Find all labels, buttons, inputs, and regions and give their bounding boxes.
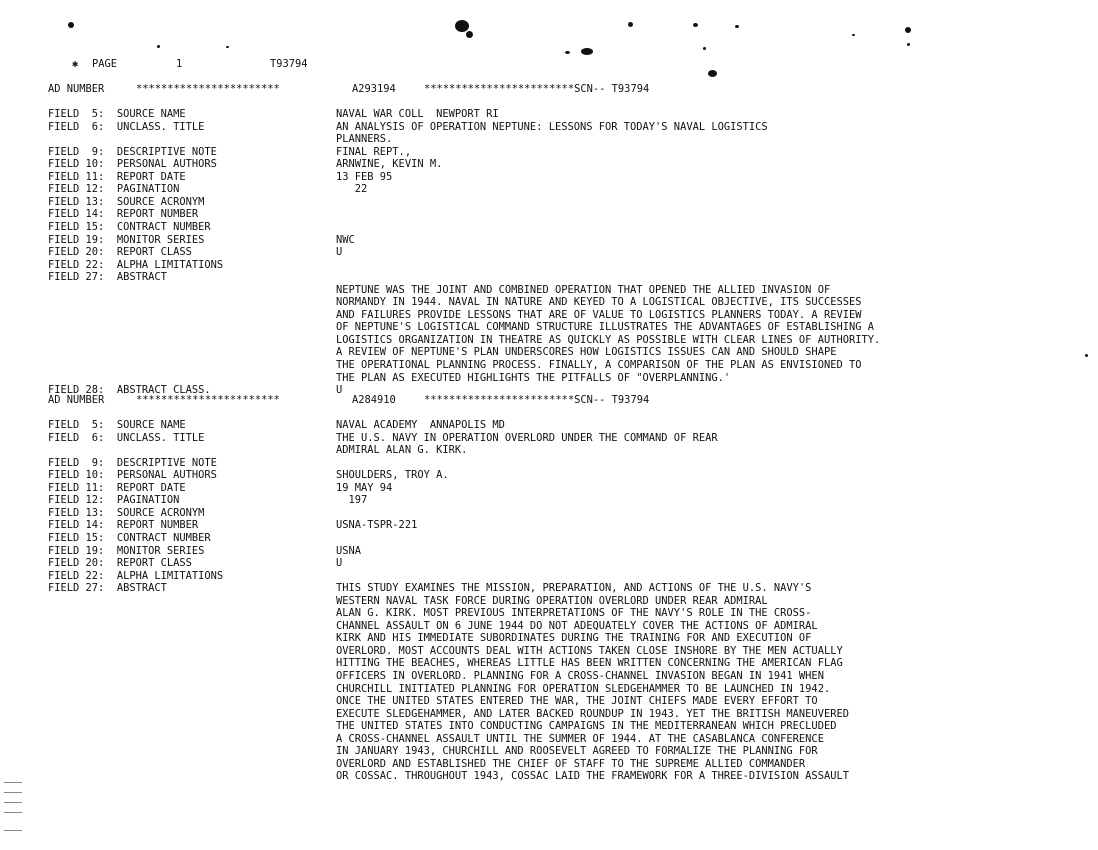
field-row: FIELD 27: ABSTRACT — [48, 271, 167, 284]
abstract-line: A REVIEW OF NEPTUNE'S PLAN UNDERSCORES HOW LOGISTICS ISSUES CAN AND SHOULD SHAPE — [336, 346, 837, 359]
field-row: FIELD 10: PERSONAL AUTHORS ARNWINE, KEVIN M. — [48, 158, 443, 171]
field-row: FIELD 19: MONITOR SERIES NWC — [48, 233, 355, 246]
abstract-line: ONCE THE UNITED STATES ENTERED THE WAR, THE JOINT CHIEFS MADE EVERY EFFORT TO — [336, 695, 818, 708]
abstract-line: THE PLAN AS EXECUTED HIGHLIGHTS THE PITFALLS OF "OVERPLANNING.' — [336, 371, 731, 384]
field-row: FIELD 6: UNCLASS. TITLE THE U.S. NAVY IN OPERATION OVERLORD UNDER THE COMMAND OF REAR — [48, 431, 718, 444]
abstract-line: LOGISTICS ORGANIZATION IN THEATRE AS QUICKLY AS POSSIBLE WITH CLEAR LINES OF AUTHORITY. — [336, 333, 881, 346]
field-row-cont: ADMIRAL ALAN G. KIRK. — [336, 444, 468, 457]
scan-speck — [565, 51, 570, 54]
separator-stars: ************************SCN-- T93794 — [424, 83, 650, 95]
ad-number-label: AD NUMBER — [48, 394, 105, 406]
abstract-line: NORMANDY IN 1944. NAVAL IN NATURE AND KEYED TO A LOGISTICAL OBJECTIVE, ITS SUCCESSES — [336, 296, 862, 309]
abstract-line: OR COSSAC. THROUGHOUT 1943, COSSAC LAID THE FRAMEWORK FOR A THREE-DIVISION ASSAULT — [336, 770, 849, 783]
record — [48, 83, 1048, 397]
accession-number: A284910 — [352, 394, 396, 406]
abstract-line: HITTING THE BEACHES, WHEREAS LITTLE HAS BEEN WRITTEN CONCERNING THE AMERICAN FLAG — [336, 657, 843, 670]
abstract-line: OVERLORD AND ESTABLISHED THE CHIEF OF STAFF TO THE SUPREME ALLIED COMMANDER — [336, 757, 806, 770]
field-row: FIELD 9: DESCRIPTIVE NOTE FINAL REPT., — [48, 145, 412, 158]
field-row: FIELD 22: ALPHA LIMITATIONS — [48, 569, 224, 582]
ad-number-row — [48, 394, 1048, 407]
field-row: FIELD 22: ALPHA LIMITATIONS — [48, 258, 224, 271]
abstract-line: CHANNEL ASSAULT ON 6 JUNE 1944 DO NOT ADEQUATELY COVER THE ACTIONS OF ADMIRAL — [336, 619, 818, 632]
field-row: FIELD 28: ABSTRACT CLASS. U — [48, 384, 343, 397]
scan-speck — [907, 43, 910, 46]
field-row: FIELD 13: SOURCE ACRONYM — [48, 195, 205, 208]
margin-mark — [4, 792, 22, 793]
field-row: FIELD 12: PAGINATION 22 — [48, 183, 368, 196]
search-id: T93794 — [270, 58, 308, 70]
scan-speck — [852, 34, 855, 36]
scan-speck — [466, 31, 473, 38]
abstract-line: NEPTUNE WAS THE JOINT AND COMBINED OPERATION THAT OPENED THE ALLIED INVASION OF — [336, 283, 831, 296]
field-row: FIELD 15: CONTRACT NUMBER — [48, 532, 211, 545]
abstract-line: WESTERN NAVAL TASK FORCE DURING OPERATION OVERLORD UNDER REAR ADMIRAL — [336, 594, 768, 607]
page-number: 1 — [176, 58, 183, 70]
field-row-cont: PLANNERS. — [336, 133, 393, 146]
field-row: FIELD 6: UNCLASS. TITLE AN ANALYSIS OF OPERATION NEPTUNE: LESSONS FOR TODAY'S NAVAL LOGISTICS — [48, 120, 768, 133]
scan-speck — [581, 48, 593, 55]
ad-number-label: AD NUMBER — [48, 83, 105, 95]
field-row: FIELD 14: REPORT NUMBER USNA-TSPR-221 — [48, 519, 418, 532]
scan-speck — [455, 20, 469, 32]
field-row: FIELD 5: SOURCE NAME NAVAL WAR COLL NEWPORT RI — [48, 108, 499, 121]
abstract-line: EXECUTE SLEDGEHAMMER, AND LATER BACKED ROUNDUP IN 1943. YET THE BRITISH MANEUVERED — [336, 707, 849, 720]
scan-speck — [708, 70, 717, 77]
separator-stars: ************************SCN-- T93794 — [424, 394, 650, 406]
margin-mark — [4, 830, 22, 831]
abstract-line: A CROSS-CHANNEL ASSAULT UNTIL THE SUMMER OF 1944. AT THE CASABLANCA CONFERENCE — [336, 732, 824, 745]
abstract-line: OVERLORD. MOST ACCOUNTS DEAL WITH ACTIONS TAKEN CLOSE INSHORE BY THE MEN ACTUALLY — [336, 644, 843, 657]
field-row: FIELD 20: REPORT CLASS U — [48, 246, 343, 259]
record — [48, 394, 1048, 783]
field-row: FIELD 11: REPORT DATE 19 MAY 94 — [48, 481, 393, 494]
abstract-line: CHURCHILL INITIATED PLANNING FOR OPERATION SLEDGEHAMMER TO BE LAUNCHED IN 1942. — [336, 682, 831, 695]
abstract-line: OF NEPTUNE'S LOGISTICAL COMMAND STRUCTURE ILLUSTRATES THE ADVANTAGES OF ESTABLISHING A — [336, 321, 874, 334]
star-icon: ✱ — [72, 58, 79, 70]
separator-stars: *********************** — [136, 394, 280, 406]
field-row: FIELD 12: PAGINATION 197 — [48, 494, 368, 507]
margin-mark — [4, 782, 22, 783]
accession-number: A293194 — [352, 83, 396, 95]
margin-mark — [4, 812, 22, 813]
field-row: FIELD 20: REPORT CLASS U — [48, 557, 343, 570]
abstract-line: ALAN G. KIRK. MOST PREVIOUS INTERPRETATIONS OF THE NAVY'S ROLE IN THE CROSS- — [336, 607, 812, 620]
field-row: FIELD 13: SOURCE ACRONYM — [48, 506, 205, 519]
scan-speck — [693, 23, 698, 27]
ad-number-row — [48, 83, 1048, 96]
scan-speck — [703, 47, 706, 50]
abstract-line: KIRK AND HIS IMMEDIATE SUBORDINATES DURING THE TRAINING FOR AND EXECUTION OF — [336, 632, 812, 645]
field-row: FIELD 19: MONITOR SERIES USNA — [48, 544, 362, 557]
scan-speck — [68, 22, 74, 28]
page-header — [72, 58, 372, 72]
field-row: FIELD 14: REPORT NUMBER — [48, 208, 199, 221]
page-label: PAGE — [92, 58, 118, 70]
field-row: FIELD 9: DESCRIPTIVE NOTE — [48, 456, 217, 469]
scan-speck — [905, 27, 911, 33]
abstract-line: AND FAILURES PROVIDE LESSONS THAT ARE OF VALUE TO LOGISTICS PLANNERS TODAY. A REVIEW — [336, 308, 862, 321]
abstract-line: THE UNITED STATES INTO CONDUCTING CAMPAIGNS IN THE MEDITERRANEAN WHICH PRECLUDED — [336, 720, 837, 733]
scan-speck — [226, 46, 229, 48]
field-row: FIELD 10: PERSONAL AUTHORS SHOULDERS, TROY A. — [48, 469, 449, 482]
field-row: FIELD 15: CONTRACT NUMBER — [48, 221, 211, 234]
field-row: FIELD 11: REPORT DATE 13 FEB 95 — [48, 170, 393, 183]
scan-speck — [1085, 354, 1088, 357]
scan-speck — [735, 25, 739, 28]
scan-speck — [628, 22, 633, 27]
abstract-line: OFFICERS IN OVERLORD. PLANNING FOR A CROSS-CHANNEL INVASION BEGAN IN 1941 WHEN — [336, 670, 824, 683]
abstract-line: THE OPERATIONAL PLANNING PROCESS. FINALLY, A COMPARISON OF THE PLAN AS ENVISIONED TO — [336, 359, 862, 372]
scan-speck — [157, 45, 160, 48]
field-row: FIELD 5: SOURCE NAME NAVAL ACADEMY ANNAPOLIS MD — [48, 419, 505, 432]
separator-stars: *********************** — [136, 83, 280, 95]
abstract-line: IN JANUARY 1943, CHURCHILL AND ROOSEVELT AGREED TO FORMALIZE THE PLANNING FOR — [336, 745, 818, 758]
field-row: FIELD 27: ABSTRACT THIS STUDY EXAMINES THE MISSION, PREPARATION, AND ACTIONS OF THE U.S. NAVY'S — [48, 582, 812, 595]
margin-mark — [4, 802, 22, 803]
